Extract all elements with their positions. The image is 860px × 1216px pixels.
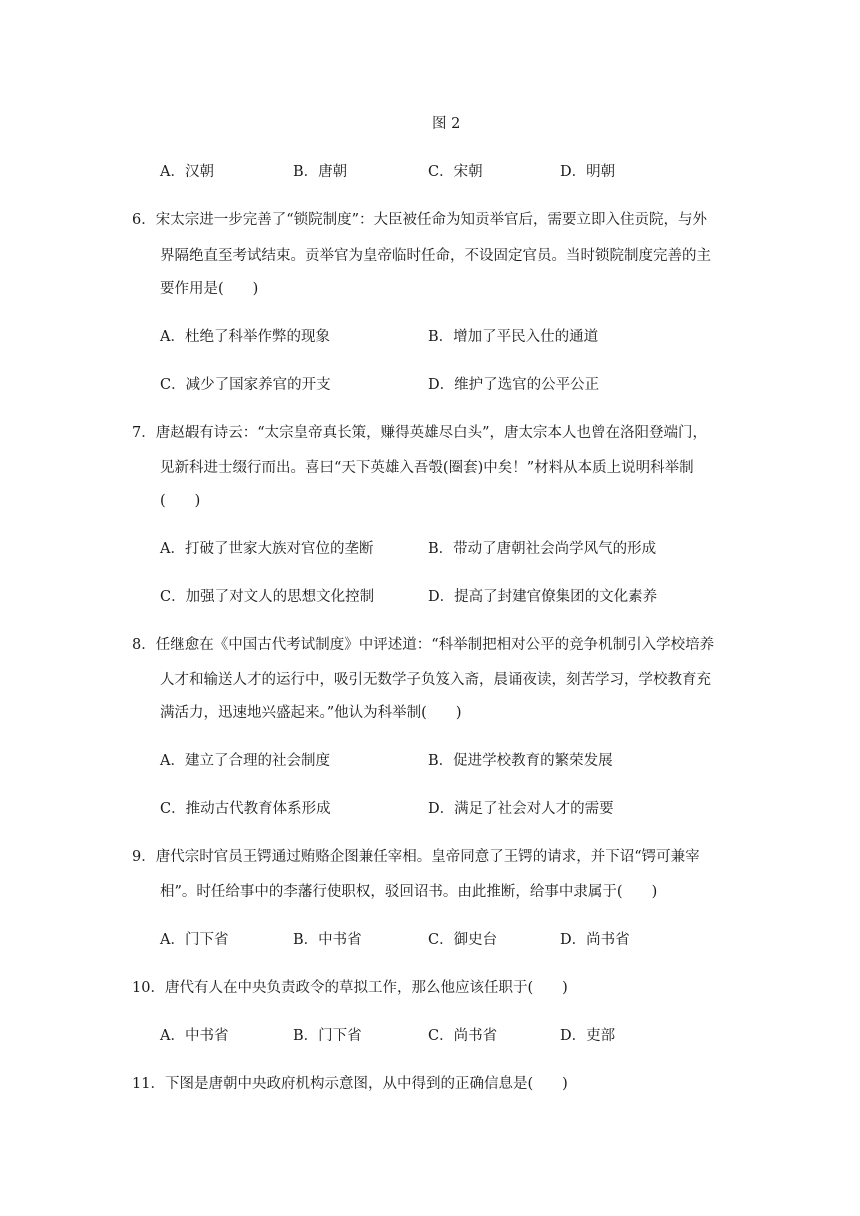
q5-option-b: B．唐朝: [293, 164, 348, 180]
q5-option-c: C．宋朝: [428, 164, 483, 180]
q6-stem-line-2: 界隔绝直至考试结束。贡举官为皇帝临时任命，不设固定官员。当时锁院制度完善的主: [160, 248, 711, 264]
q6-option-b: B．增加了平民入仕的通道: [428, 329, 599, 345]
q10-option-d: D．吏部: [560, 1028, 616, 1044]
q7-stem-line-2: 见新科进士缀行而出。喜曰“天下英雄入吾彀(圈套)中矣！”材料从本质上说明科举制: [160, 460, 694, 476]
q6-stem-line-1: 6．宋太宗进一步完善了“锁院制度”：大臣被任命为知贡举官后，需要立即入住贡院，与外: [132, 212, 708, 228]
q10-option-b: B．门下省: [293, 1028, 362, 1044]
q10-option-c: C．尚书省: [428, 1028, 498, 1044]
figure-caption: 图 2: [432, 116, 461, 132]
q11-stem-line-1: 11．下图是唐朝中央政府机构示意图，从中得到的正确信息是( ): [132, 1076, 568, 1092]
q8-option-a: A．建立了合理的社会制度: [160, 753, 330, 769]
q9-option-a: A．门下省: [160, 932, 229, 948]
q9-option-b: B．中书省: [293, 932, 362, 948]
q6-option-c: C．减少了国家养官的开支: [160, 377, 331, 393]
q7-option-c: C．加强了对文人的思想文化控制: [160, 589, 375, 605]
q5-option-a: A．汉朝: [160, 164, 214, 180]
q6-option-a: A．杜绝了科举作弊的现象: [160, 329, 330, 345]
q8-option-d: D．满足了社会对人才的需要: [428, 801, 614, 817]
q8-stem-line-1: 8．任继愈在《中国古代考试制度》中评述道：“科举制把相对公平的竞争机制引入学校培养: [132, 637, 715, 653]
q6-option-d: D．维护了选官的公平公正: [428, 377, 600, 393]
q7-stem-line-3: ( ): [160, 493, 201, 509]
q7-option-d: D．提高了封建官僚集团的文化素养: [428, 589, 658, 605]
q9-option-c: C．御史台: [428, 932, 498, 948]
q7-stem-line-1: 7．唐赵嘏有诗云：“太宗皇帝真长策，赚得英雄尽白头”，唐太宗本人也曾在洛阳登端门，: [132, 425, 708, 441]
q5-option-d: D．明朝: [560, 164, 616, 180]
q8-stem-line-3: 满活力，迅速地兴盛起来。”他认为科举制( ): [160, 705, 462, 721]
q7-option-b: B．带动了唐朝社会尚学风气的形成: [428, 541, 657, 557]
q9-stem-line-1: 9．唐代宗时官员王锷通过贿赂企图兼任宰相。皇帝同意了王锷的请求，并下诏“锷可兼宰: [132, 849, 700, 865]
q8-option-b: B．促进学校教育的繁荣发展: [428, 753, 613, 769]
q6-stem-line-3: 要作用是( ): [160, 281, 259, 297]
q8-stem-line-2: 人才和输送人才的运行中，吸引无数学子负笈入斋，晨诵夜读，刻苦学习，学校教育充: [160, 672, 711, 688]
q10-option-a: A．中书省: [160, 1028, 229, 1044]
q7-option-a: A．打破了世家大族对官位的垄断: [160, 541, 374, 557]
q9-stem-line-2: 相”。时任给事中的李藩行使职权，驳回诏书。由此推断，给事中隶属于( ): [160, 884, 658, 900]
q8-option-c: C．推动古代教育体系形成: [160, 801, 331, 817]
q10-stem-line-1: 10．唐代有人在中央负责政令的草拟工作，那么他应该任职于( ): [132, 980, 568, 996]
q9-option-d: D．尚书省: [560, 932, 630, 948]
